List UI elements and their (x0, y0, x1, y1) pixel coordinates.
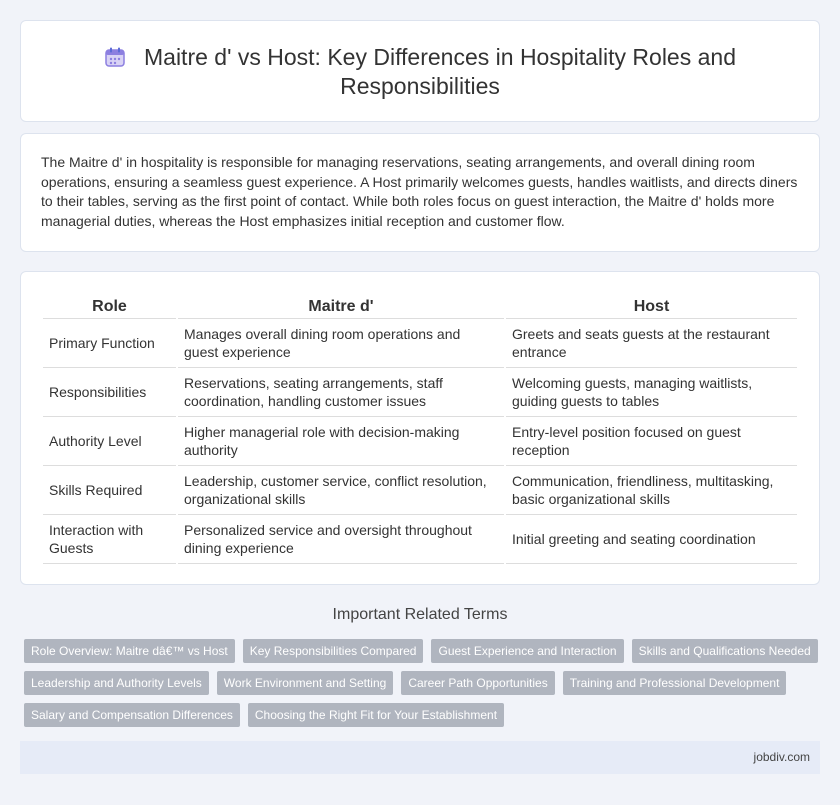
table-row (43, 515, 797, 564)
related-terms-list (24, 639, 824, 735)
maitre-cell: Personalized service and oversight throughout dining experience (178, 515, 504, 564)
related-terms-title: Important Related Terms (332, 606, 508, 623)
role-cell: Responsibilities (43, 368, 176, 417)
role-cell: Interaction with Guests (43, 515, 176, 564)
table-row (43, 417, 797, 466)
comparison-card (20, 271, 820, 585)
role-cell: Skills Required (43, 466, 176, 515)
related-term-tag[interactable]: Choosing the Right Fit for Your Establishment (248, 703, 504, 727)
host-cell: Initial greeting and seating coordination (506, 515, 797, 564)
role-cell: Primary Function (43, 319, 176, 368)
related-term-tag[interactable]: Key Responsibilities Compared (243, 639, 424, 663)
related-term-tag[interactable]: Guest Experience and Interaction (431, 639, 623, 663)
tag-row (24, 639, 824, 663)
header-role: Role (43, 295, 176, 319)
table-header-row (43, 295, 797, 319)
related-term-tag[interactable]: Salary and Compensation Differences (24, 703, 240, 727)
tag-row (24, 703, 824, 727)
role-cell: Authority Level (43, 417, 176, 466)
maitre-cell: Higher managerial role with decision-making authority (178, 417, 504, 466)
related-term-tag[interactable]: Skills and Qualifications Needed (632, 639, 818, 663)
host-cell: Communication, friendliness, multitasking, basic organizational skills (506, 466, 797, 515)
table-row (43, 368, 797, 417)
intro-paragraph: The Maitre d' in hospitality is responsible for managing reservations, seating arrangements, and overall dining room operations, ensuring a seamless guest experience. A Host primarily welcomes guests, handles waitlists, and directs diners to their tables, serving as the first point of contact. While both roles focus on guest interaction, the Maitre d' holds more managerial duties, whereas the Host emphasizes initial reception and customer flow. (41, 154, 798, 229)
site-link[interactable]: jobdiv.com (753, 750, 810, 764)
host-cell: Welcoming guests, managing waitlists, guiding guests to tables (506, 368, 797, 417)
header-maitre: Maitre d' (178, 295, 504, 319)
related-term-tag[interactable]: Career Path Opportunities (401, 671, 554, 695)
calendar-icon (104, 46, 126, 68)
host-cell: Greets and seats guests at the restaurant entrance (506, 319, 797, 368)
related-term-tag[interactable]: Training and Professional Development (563, 671, 787, 695)
related-term-tag[interactable]: Role Overview: Maitre dâ€™ vs Host (24, 639, 235, 663)
host-cell: Entry-level position focused on guest reception (506, 417, 797, 466)
maitre-cell: Manages overall dining room operations and guest experience (178, 319, 504, 368)
intro-card (20, 133, 820, 252)
header-host: Host (506, 295, 797, 319)
page-title (21, 43, 819, 101)
comparison-table (41, 295, 799, 564)
maitre-cell: Leadership, customer service, conflict resolution, organizational skills (178, 466, 504, 515)
related-term-tag[interactable]: Work Environment and Setting (217, 671, 394, 695)
tag-row (24, 671, 824, 695)
footer (20, 741, 820, 774)
title-text: Maitre d' vs Host: Key Differences in Hospitality Roles and Responsibilities (144, 44, 736, 99)
table-row (43, 319, 797, 368)
related-term-tag[interactable]: Leadership and Authority Levels (24, 671, 209, 695)
table-row (43, 466, 797, 515)
maitre-cell: Reservations, seating arrangements, staff coordination, handling customer issues (178, 368, 504, 417)
header-card (20, 20, 820, 122)
